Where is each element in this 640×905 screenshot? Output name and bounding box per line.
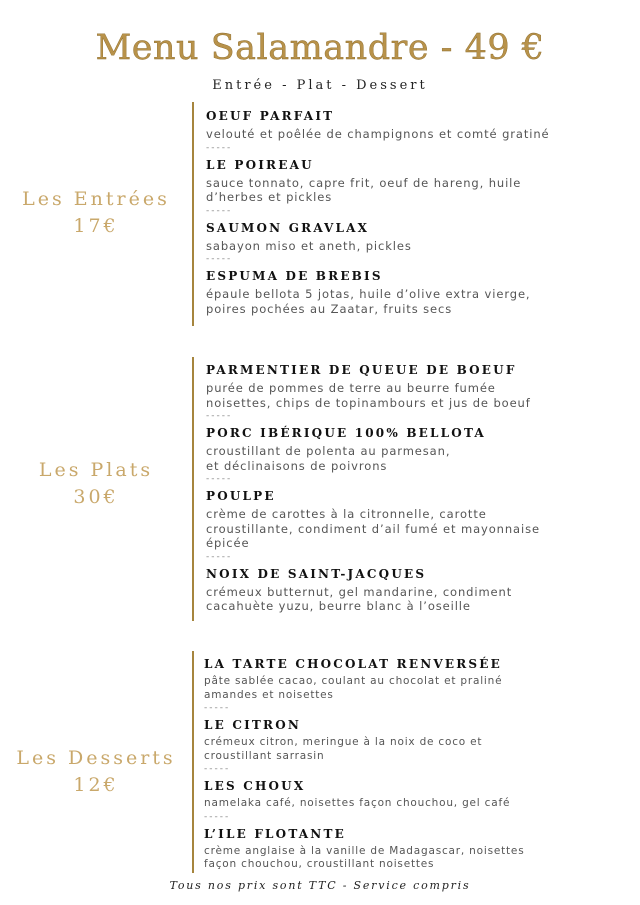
item-description: sauce tonnato, capre frit, oeuf de hareng, huile d’herbes et pickles (206, 175, 522, 204)
section-title: Les Desserts (16, 747, 176, 769)
item-separator: ----- (204, 703, 231, 713)
item-description: épaule bellota 5 jotas, huile d’olive extra vierge, poires pochées au Zaatar, fruits secs (206, 287, 531, 316)
item-name: LES CHOUX (204, 779, 306, 793)
menu-item (204, 826, 624, 872)
footer-note: Tous nos prix sont TTC - Service compris (169, 879, 471, 892)
item-name: OEUF PARFAIT (206, 109, 335, 123)
section-label (0, 186, 192, 240)
item-description: purée de pommes de terre au beurre fumée noisettes, chips de topinambours et jus de boeuf (206, 381, 531, 410)
menu-item (204, 717, 624, 763)
item-separator: ----- (206, 551, 233, 562)
menu-item (206, 566, 626, 614)
menu-item (206, 220, 626, 254)
section-title: Les Entrées (22, 188, 170, 210)
item-separator: ----- (206, 205, 233, 216)
item-name: L’ILE FLOTANTE (204, 826, 346, 841)
section-divider-line (192, 102, 194, 326)
section-divider-line (192, 357, 194, 621)
menu-item (206, 108, 626, 142)
item-separator: ----- (204, 811, 231, 822)
menu-item (204, 778, 624, 811)
section-divider-line (192, 651, 194, 873)
section-label (0, 745, 192, 799)
item-list (204, 656, 624, 872)
item-separator: ----- (206, 474, 233, 484)
item-name: PARMENTIER DE QUEUE DE BOEUF (206, 363, 517, 377)
item-description: velouté et poêlée de champignons et comté gratiné (206, 127, 550, 141)
item-description: crème anglaise à la vanille de Madagascar, noisettes façon chouchou, croustillant noisettes (204, 844, 525, 870)
item-list (206, 362, 626, 614)
item-description: crémeux butternut, gel mandarine, condiment cacahuète yuzu, beurre blanc à l’oseille (206, 584, 513, 613)
section-label (0, 457, 192, 511)
section-price: 12€ (73, 774, 119, 796)
menu-item (206, 425, 626, 473)
item-name: LE CITRON (204, 718, 302, 732)
section-title: Les Plats (38, 459, 154, 481)
menu-item (206, 157, 626, 205)
menu-title: Menu Salamandre - 49 € (95, 28, 545, 68)
item-name: LA TARTE CHOCOLAT RENVERSÉE (204, 657, 502, 671)
item-description: pâte sablée cacao, coulant au chocolat et praliné amandes et noisettes (204, 675, 503, 701)
item-name: SAUMON GRAVLAX (206, 220, 370, 235)
section-price: 17€ (73, 215, 119, 237)
item-separator: ----- (204, 764, 231, 774)
item-separator: ----- (206, 254, 233, 264)
item-list (206, 108, 626, 316)
item-name: PORC IBÉRIQUE 100% BELLOTA (206, 426, 486, 440)
item-separator: ----- (206, 411, 233, 421)
item-description: namelaka café, noisettes façon chouchou, gel café (204, 797, 511, 809)
menu-item (206, 488, 626, 551)
item-description: croustillant de polenta au parmesan, et déclinaisons de poivrons (206, 444, 451, 473)
menu-item (206, 362, 626, 410)
item-name: NOIX DE SAINT-JACQUES (206, 566, 427, 581)
item-description: crémeux citron, meringue à la noix de coco et croustillant sarrasin (204, 736, 483, 762)
item-name: ESPUMA DE BREBIS (206, 269, 383, 283)
menu-item (206, 268, 626, 316)
item-description: crème de carottes à la citronnelle, carotte croustillante, condiment d’ail fumé et mayonnaise épicée (206, 507, 540, 550)
menu-subtitle: Entrée - Plat - Dessert (212, 78, 428, 93)
menu-item (204, 656, 624, 702)
item-name: POULPE (206, 489, 276, 503)
item-name: LE POIREAU (206, 157, 314, 172)
item-description: sabayon miso et aneth, pickles (206, 238, 412, 253)
item-separator: ----- (206, 142, 233, 153)
section-price: 30€ (73, 486, 119, 508)
